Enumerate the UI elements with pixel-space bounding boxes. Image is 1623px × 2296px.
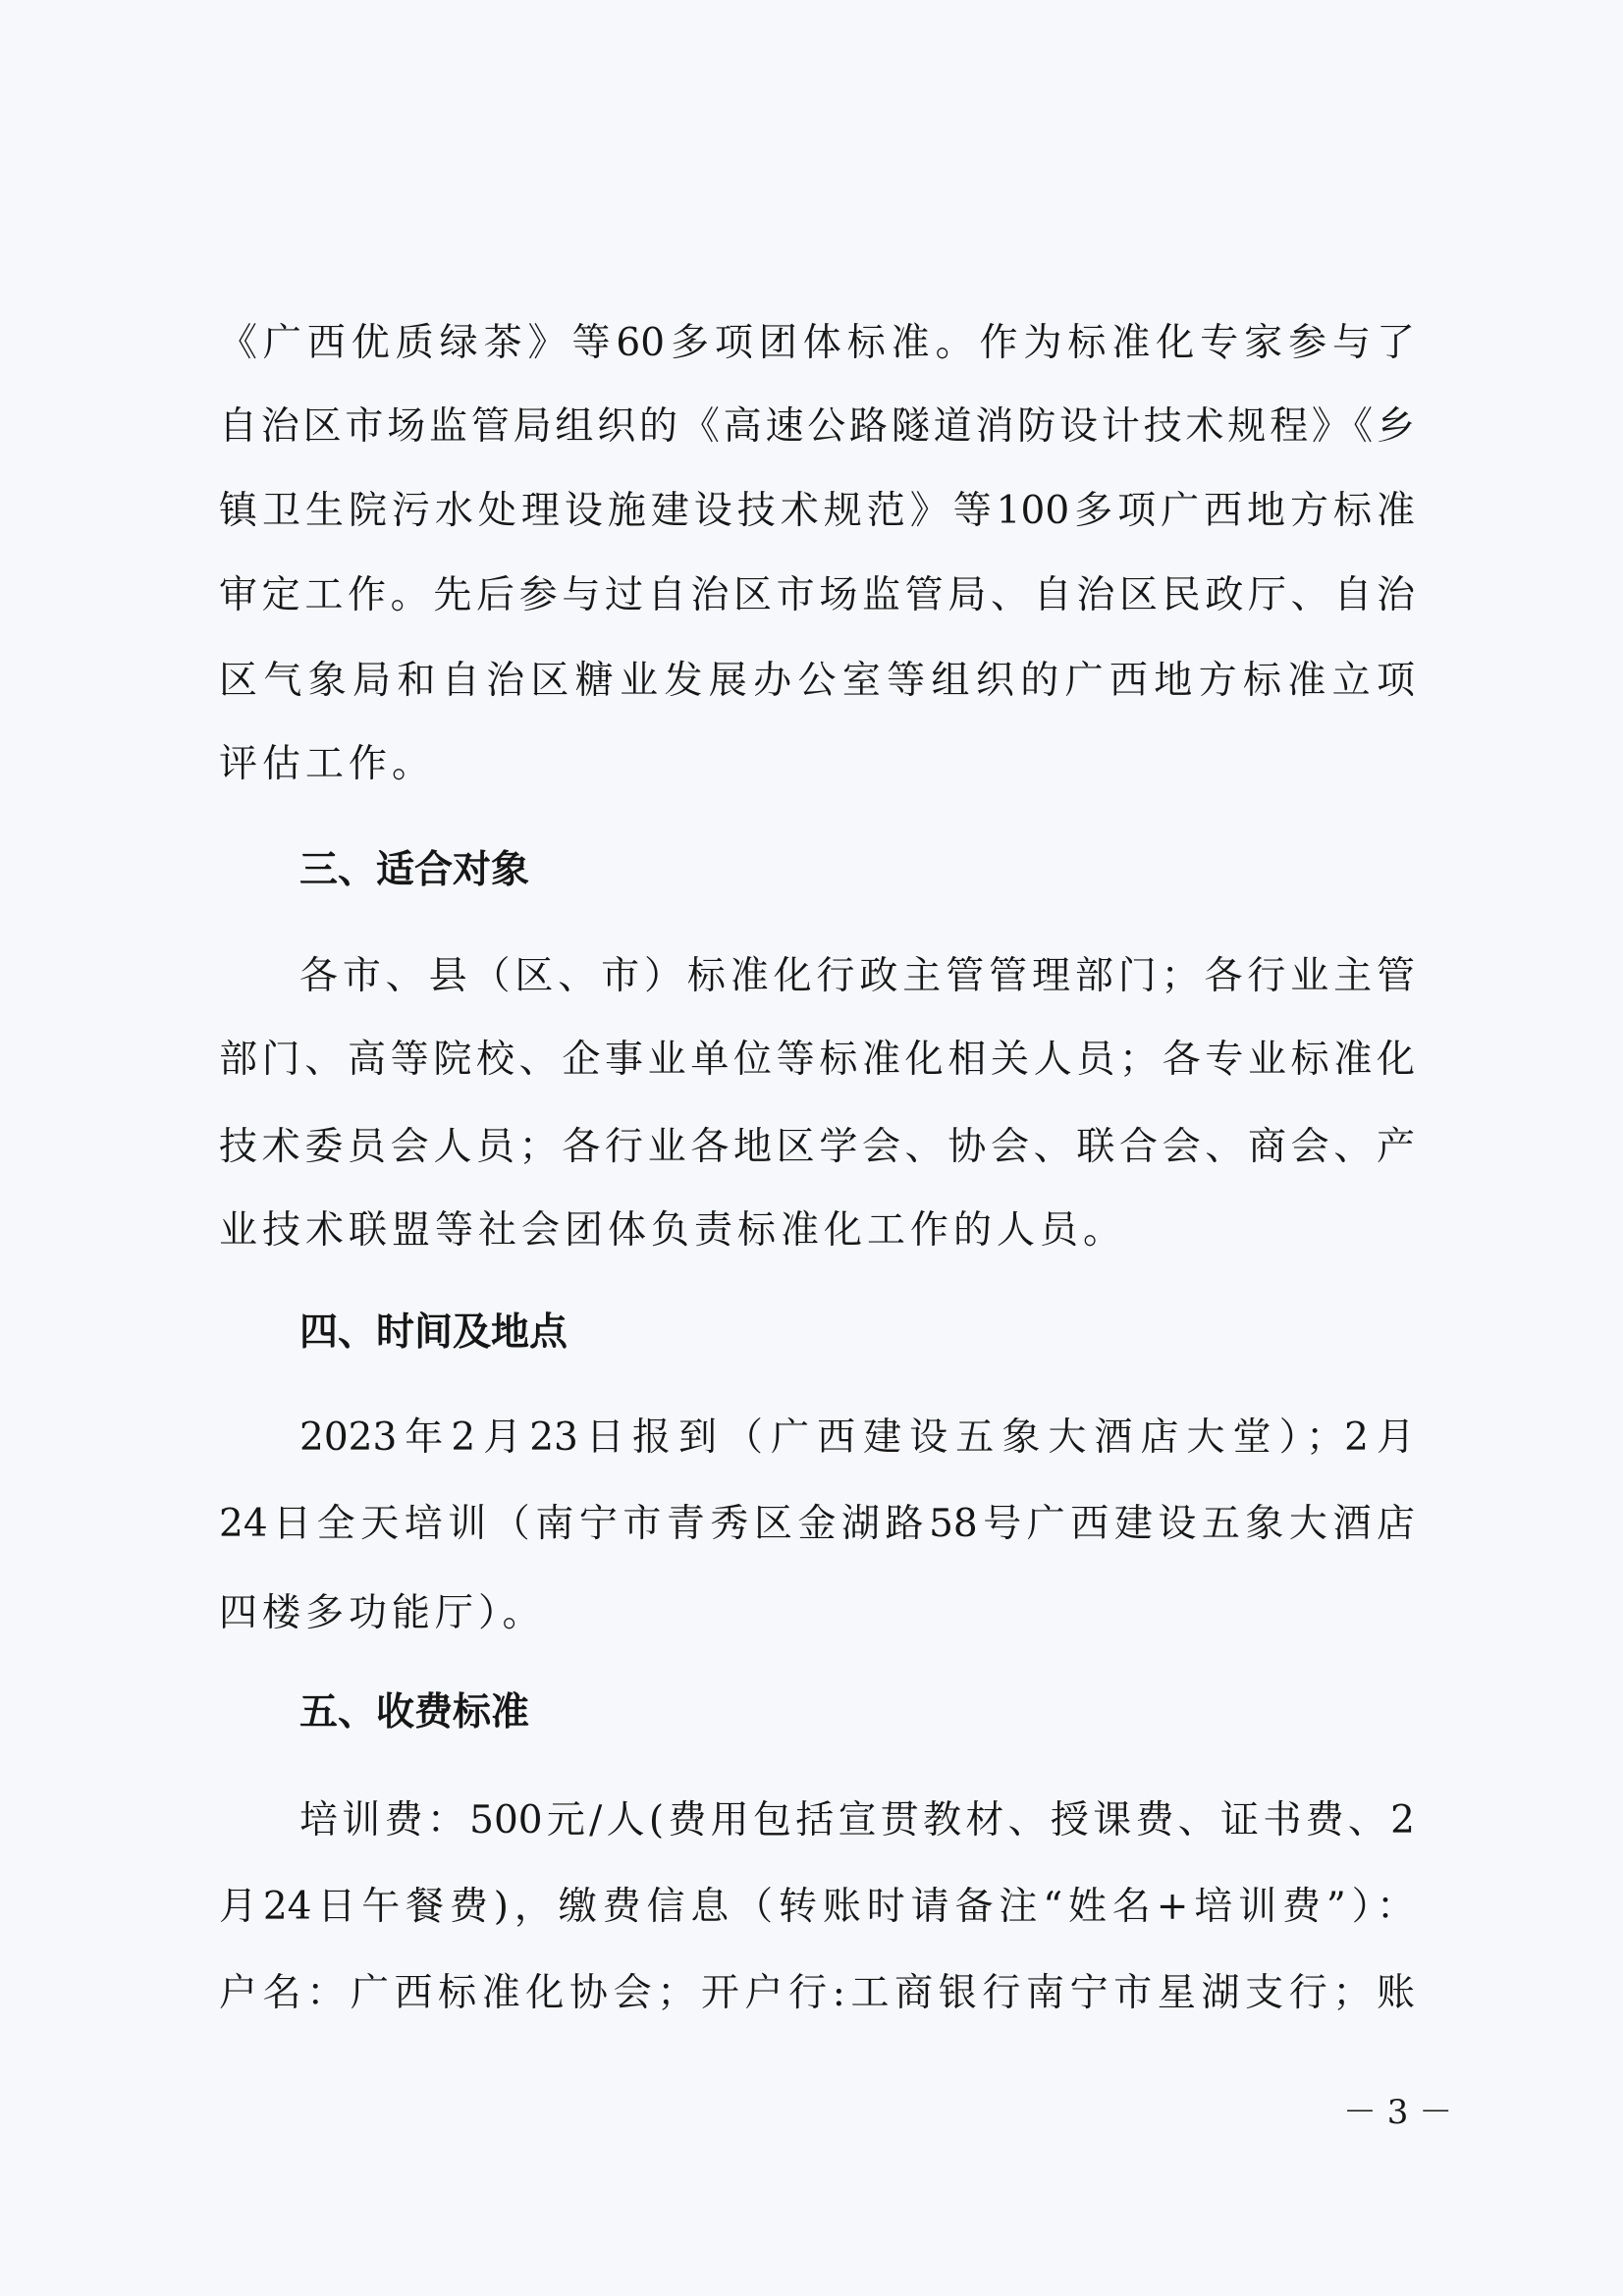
paragraph-line: 培训费：500元/人(费用包括宣贯教材、授课费、证书费、2 (299, 1798, 1415, 1842)
section-heading: 五、收费标准 (299, 1690, 530, 1735)
section-heading: 四、时间及地点 (299, 1310, 568, 1355)
paragraph-line: 区气象局和自治区糖业发展办公室等组织的广西地方标准立项 (219, 659, 1415, 703)
paragraph-line: 评估工作。 (219, 742, 436, 786)
paragraph-line: 四楼多功能厅）。 (219, 1591, 546, 1635)
paragraph-line: 各市、县（区、市）标准化行政主管管理部门；各行业主管 (299, 954, 1415, 998)
paragraph-line: 《广西优质绿茶》等60多项团体标准。作为标准化专家参与了 (219, 321, 1415, 365)
page-number: － 3 － (1343, 2093, 1453, 2132)
paragraph-line: 2023年2月23日报到（广西建设五象大酒店大堂）；2月 (299, 1415, 1415, 1460)
section-heading: 三、适合对象 (299, 848, 530, 892)
paragraph-line: 业技术联盟等社会团体负责标准化工作的人员。 (219, 1208, 1127, 1253)
paragraph-line: 月24日午餐费)，缴费信息（转账时请备注“姓名+培训费”）： (219, 1885, 1415, 1929)
paragraph-line: 户名：广西标准化协会；开户行:工商银行南宁市星湖支行；账 (219, 1971, 1415, 2015)
paragraph-line: 技术委员会人员；各行业各地区学会、协会、联合会、商会、产 (219, 1125, 1415, 1169)
paragraph-line: 审定工作。先后参与过自治区市场监管局、自治区民政厅、自治 (219, 573, 1415, 617)
paragraph-line: 24日全天培训（南宁市青秀区金湖路58号广西建设五象大酒店 (219, 1502, 1415, 1546)
paragraph-line: 自治区市场监管局组织的《高速公路隧道消防设计技术规程》《乡 (219, 404, 1415, 449)
paragraph-line: 镇卫生院污水处理设施建设技术规范》等100多项广西地方标准 (219, 489, 1415, 533)
paragraph-line: 部门、高等院校、企事业单位等标准化相关人员；各专业标准化 (219, 1038, 1415, 1082)
